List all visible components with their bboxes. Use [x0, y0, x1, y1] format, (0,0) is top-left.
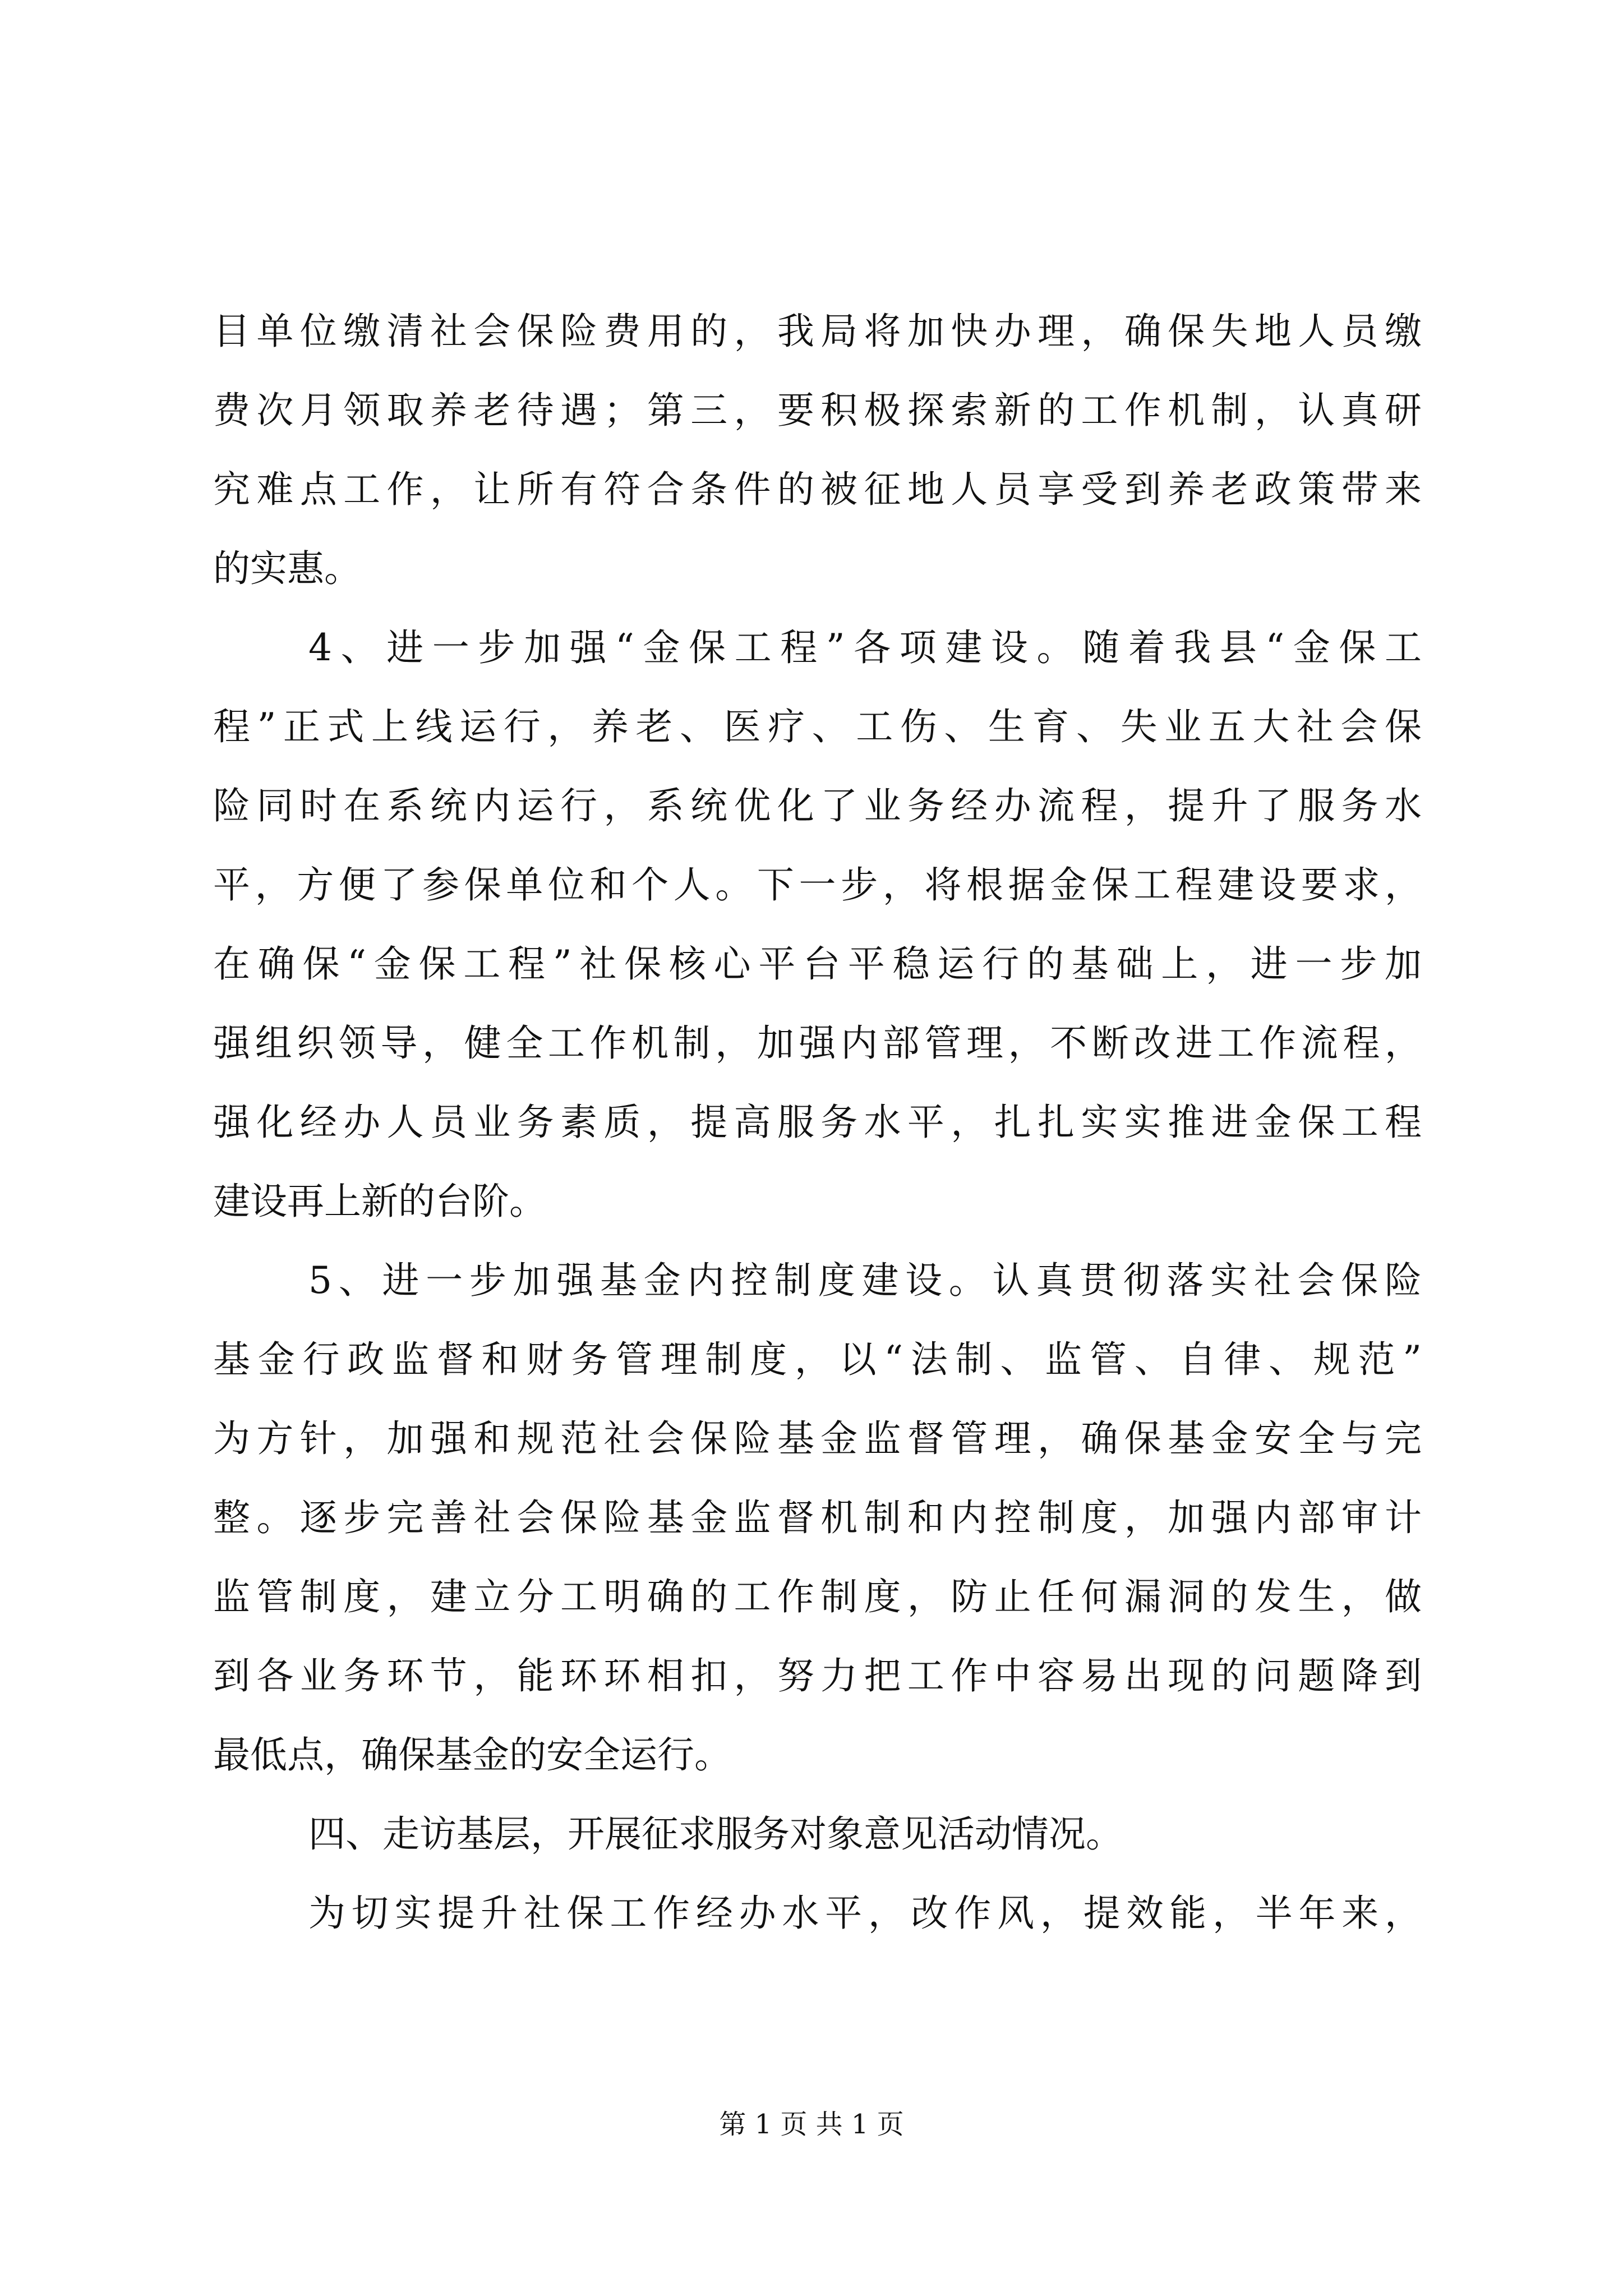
paragraph-4-heading-line: 4、进一步加强“金保工程”各项建设。随着我县“金保工 [308, 626, 1422, 669]
text-line: 平，方便了参保单位和个人。下一步，将根据金保工程建设要求， [213, 863, 1422, 907]
text-line: 费次月领取养老待遇；第三，要积极探索新的工作机制，认真研 [213, 389, 1422, 432]
text-line: 目单位缴清社会保险费用的，我局将加快办理，确保失地人员缴 [213, 310, 1422, 353]
text-line: 险同时在系统内运行，系统优化了业务经办流程，提升了服务水 [213, 784, 1422, 827]
text-line: 为切实提升社保工作经办水平，改作风，提效能，半年来， [308, 1892, 1422, 1935]
text-line: 为方针，加强和规范社会保险基金监督管理，确保基金安全与完 [213, 1417, 1422, 1460]
text-line: 最低点，确保基金的安全运行。 [213, 1733, 731, 1777]
text-line: 到各业务环节，能环环相扣，努力把工作中容易出现的问题降到 [213, 1654, 1422, 1697]
text-line: 在确保“金保工程”社保核心平台平稳运行的基础上，进一步加 [213, 942, 1422, 986]
text-line: 的实惠。 [213, 547, 361, 590]
text-line: 基金行政监督和财务管理制度，以“法制、监管、自律、规范” [213, 1338, 1422, 1381]
page-number-footer: 第 1 页 共 1 页 [719, 2109, 904, 2140]
text-line: 强化经办人员业务素质，提高服务水平，扎扎实实推进金保工程 [213, 1101, 1422, 1144]
text-line: 强组织领导，健全工作机制，加强内部管理，不断改进工作流程， [213, 1022, 1422, 1065]
text-line: 整。逐步完善社会保险基金监督机制和内控制度，加强内部审计 [213, 1496, 1422, 1539]
paragraph-5-heading-line: 5、进一步加强基金内控制度建设。认真贯彻落实社会保险 [308, 1259, 1422, 1302]
text-line: 程”正式上线运行，养老、医疗、工伤、生育、失业五大社会保 [213, 705, 1422, 748]
text-line: 监管制度，建立分工明确的工作制度，防止任何漏洞的发生，做 [213, 1575, 1422, 1618]
section-four-heading: 四、走访基层，开展征求服务对象意见活动情况。 [308, 1812, 1123, 1856]
text-line: 究难点工作，让所有符合条件的被征地人员享受到养老政策带来 [213, 468, 1422, 511]
text-line: 建设再上新的台阶。 [213, 1180, 546, 1223]
